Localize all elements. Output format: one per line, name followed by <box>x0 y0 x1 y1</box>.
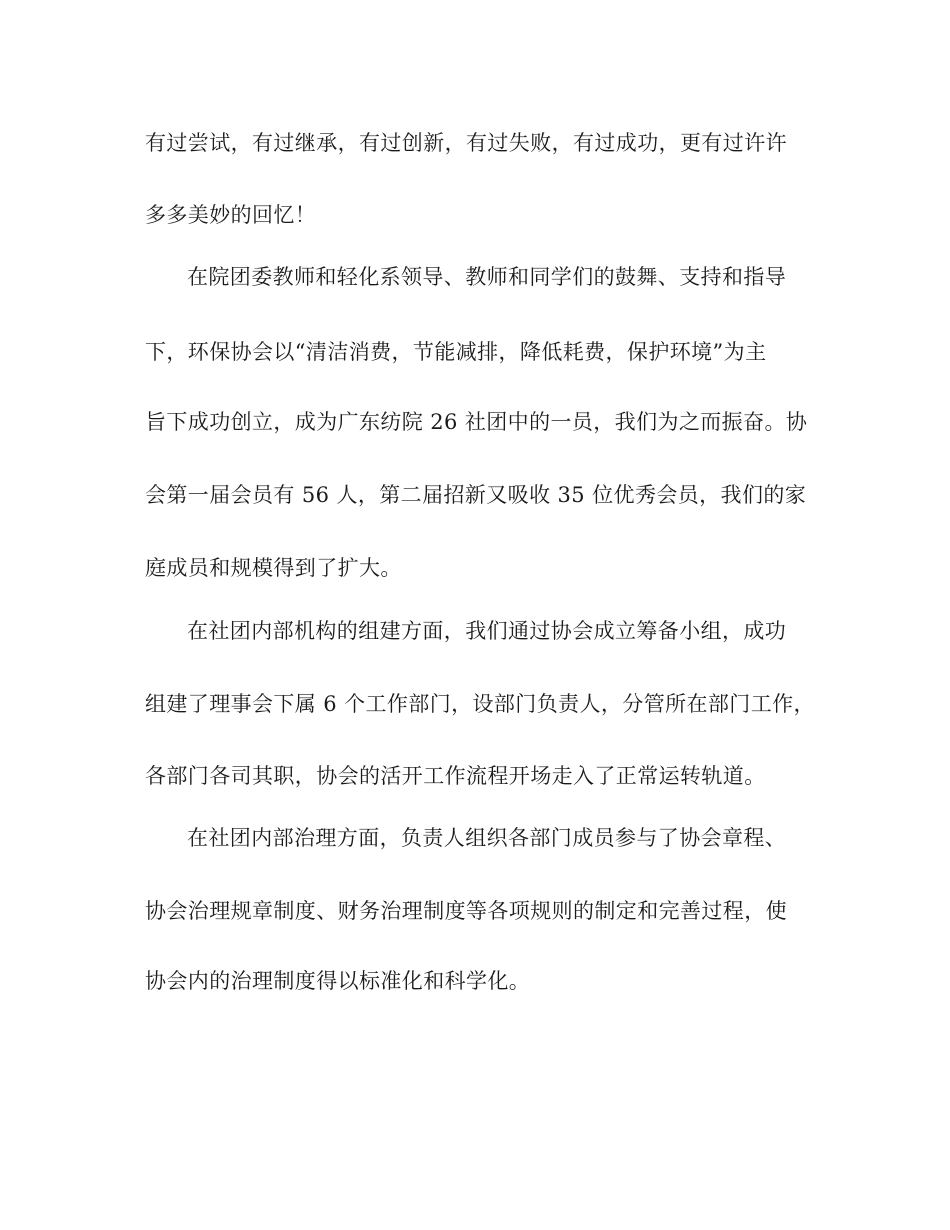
paragraph-line: 下，环保协会以“清洁消费，节能减排，降低耗费，保护环境”为主 <box>145 340 767 364</box>
paragraph-line: 有过尝试，有过继承，有过创新，有过失败，有过成功，更有过许许 <box>145 131 787 155</box>
paragraph-first-line: 在社团内部机构的组建方面，我们通过协会成立筹备小组，成功 <box>187 619 787 643</box>
paragraph-first-line: 在院团委教师和轻化系领导、教师和同学们的鼓舞、支持和指导 <box>187 265 787 289</box>
paragraph-line: 协会治理规章制度、财务治理制度等各项规则的制定和完善过程，使 <box>145 899 787 923</box>
paragraph-line: 组建了理事会下属 6 个工作部门，设部门负责人，分管所在部门工作， <box>145 692 815 716</box>
paragraph-line: 庭成员和规模得到了扩大。 <box>145 556 402 580</box>
paragraph-line: 会第一届会员有 56 人，第二届招新又吸收 35 位优秀会员，我们的家 <box>145 483 807 507</box>
paragraph-first-line: 在社团内部治理方面，负责人组织各部门成员参与了协会章程、 <box>187 826 787 850</box>
paragraph-line: 多多美妙的回忆！ <box>145 203 317 227</box>
paragraph-line: 旨下成功创立，成为广东纺院 26 社团中的一员，我们为之而振奋。协 <box>145 410 808 434</box>
paragraph-line: 各部门各司其职，协会的活开工作流程开场走入了正常运转轨道。 <box>145 764 766 788</box>
paragraph-line: 协会内的治理制度得以标准化和科学化。 <box>145 969 531 993</box>
